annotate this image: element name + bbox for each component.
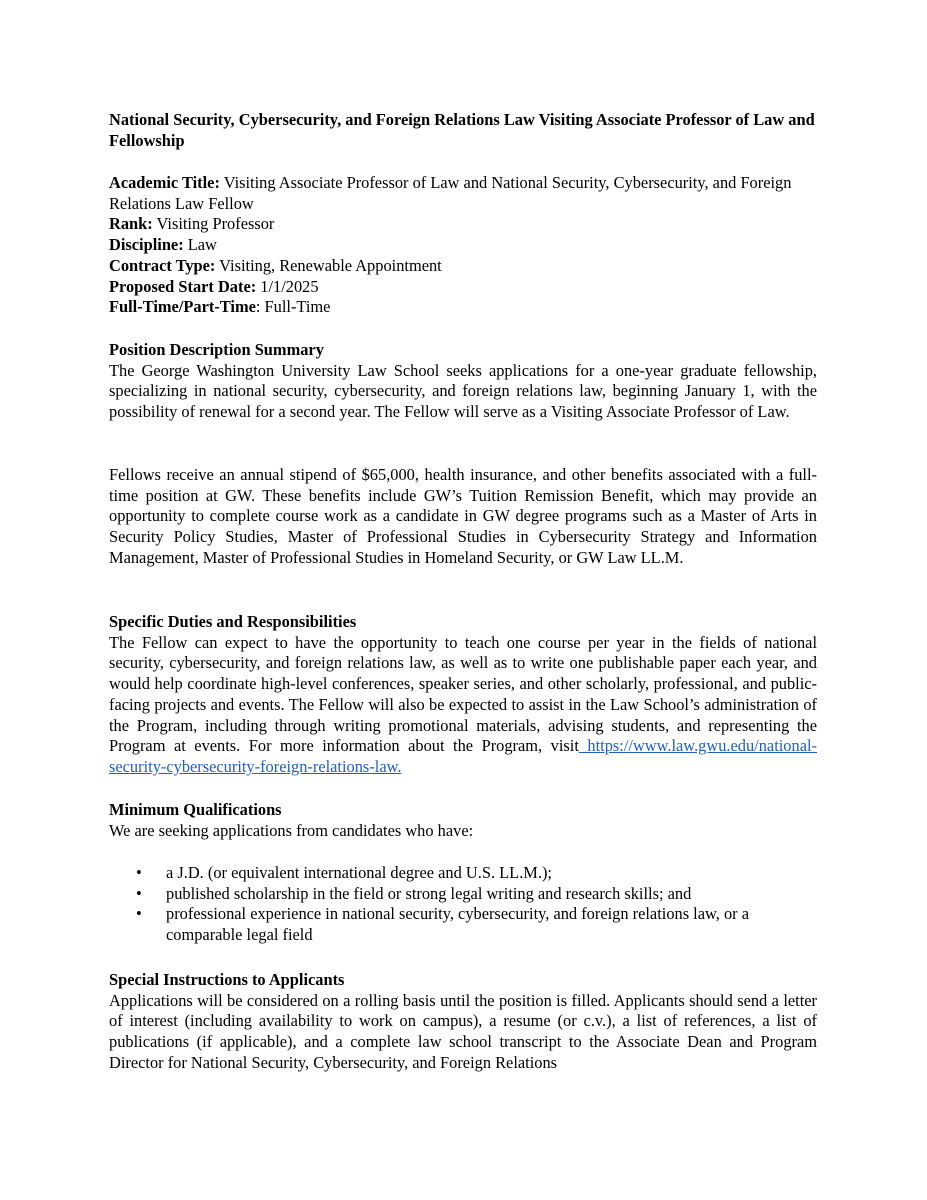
- bullet-icon: •: [136, 883, 142, 903]
- detail-label: Academic Title:: [109, 173, 220, 192]
- list-item-text: professional experience in national security, cybersecurity, and foreign relations law, or a comparable legal field: [166, 904, 750, 945]
- detail-label: Discipline:: [109, 235, 184, 255]
- detail-value: : Full-Time: [255, 297, 331, 317]
- list-item-text: published scholarship in the field or strong legal writing and research skills; and: [166, 883, 692, 903]
- duties-text: The Fellow can expect to have the opportunity to teach one course per year in the fields of national security, cybersecurity, and foreign relations law, as well as to write one publishable paper each year, and would help coordinate high-level conferences, speaker series, and other scholarly, professional, and public-facing projects and events. The Fellow will also be expected to assist in the Law School’s administration of the Program, including through writing promotional materials, advising students, and representing the Program at events. For more information about the Program, visit: [109, 632, 817, 756]
- page-title: National Security, Cybersecurity, and Foreign Relations Law Visiting Associate Professor of Law and Fellowship: [109, 110, 815, 150]
- detail-value: 1/1/2025: [256, 276, 319, 296]
- detail-value: Visiting Professor: [152, 214, 275, 234]
- section-qualifications: [109, 800, 817, 841]
- section-duties: [109, 612, 817, 778]
- bullet-icon: •: [136, 863, 142, 882]
- section-summary: [109, 340, 817, 423]
- list-item-text: a J.D. (or equivalent international degree and U.S. LL.M.);: [166, 863, 552, 882]
- instructions-paragraph: Applications will be considered on a rolling basis until the position is filled. Applicants should send a letter of interest (including availability to work on campus), a resume (or c.v.), a list of references, a list of publications (if applicable), and a complete law school transcript to the Associate Dean and Program Director for National Security, Cybersecurity, and Foreign Relations: [109, 990, 817, 1072]
- list-item: [109, 863, 817, 884]
- summary-paragraph-2: Fellows receive an annual stipend of $65,000, health insurance, and other benefits associated with a full-time position at GW. These benefits include GW’s Tuition Remission Benefit, which may provide an opportunity to complete course work as a candidate in GW degree programs such as a Master of Arts in Security Policy Studies, Master of Professional Studies in Cybersecurity Strategy and Information Management, Master of Professional Studies in Homeland Security, or GW Law LL.M.: [109, 465, 817, 567]
- section-heading: Specific Duties and Responsibilities: [109, 612, 357, 631]
- detail-discipline: [109, 235, 817, 256]
- qualifications-intro: We are seeking applications from candidates who have:: [109, 820, 474, 840]
- section-instructions: [109, 970, 817, 1074]
- list-item: [109, 904, 817, 945]
- qualifications-list: [109, 863, 817, 946]
- bullet-icon: •: [136, 904, 142, 924]
- position-details: [109, 173, 817, 318]
- program-link[interactable]: https://www.law.gwu.edu/national-security-cybersecurity-foreign-relations-law.: [109, 736, 817, 776]
- duties-paragraph: [109, 633, 817, 778]
- detail-label: Full-Time/Part-Time: [109, 297, 256, 317]
- section-heading: Position Description Summary: [109, 340, 324, 359]
- section-heading: Minimum Qualifications: [109, 800, 282, 819]
- detail-label: Rank:: [109, 214, 153, 234]
- detail-full-part-time: [109, 297, 817, 318]
- detail-value: Law: [183, 235, 217, 255]
- detail-label: Proposed Start Date:: [109, 276, 257, 296]
- detail-contract-type: [109, 256, 817, 277]
- detail-value: Visiting, Renewable Appointment: [215, 255, 442, 275]
- detail-start-date: [109, 277, 817, 298]
- section-heading: Special Instructions to Applicants: [109, 970, 345, 989]
- detail-academic-title: [109, 173, 817, 214]
- detail-rank: [109, 214, 817, 235]
- detail-label: Contract Type:: [109, 255, 216, 275]
- list-item: [109, 884, 817, 905]
- summary-paragraph-1: The George Washington University Law School seeks applications for a one-year graduate fellowship, specializing in national security, cybersecurity, and foreign relations law, beginning January 1, with the possibility of renewal for a second year. The Fellow will serve as a Visiting Associate Professor of Law.: [109, 360, 817, 422]
- detail-value: Visiting Associate Professor of Law and National Security, Cybersecurity, and Foreign Relations Law Fellow: [109, 173, 792, 213]
